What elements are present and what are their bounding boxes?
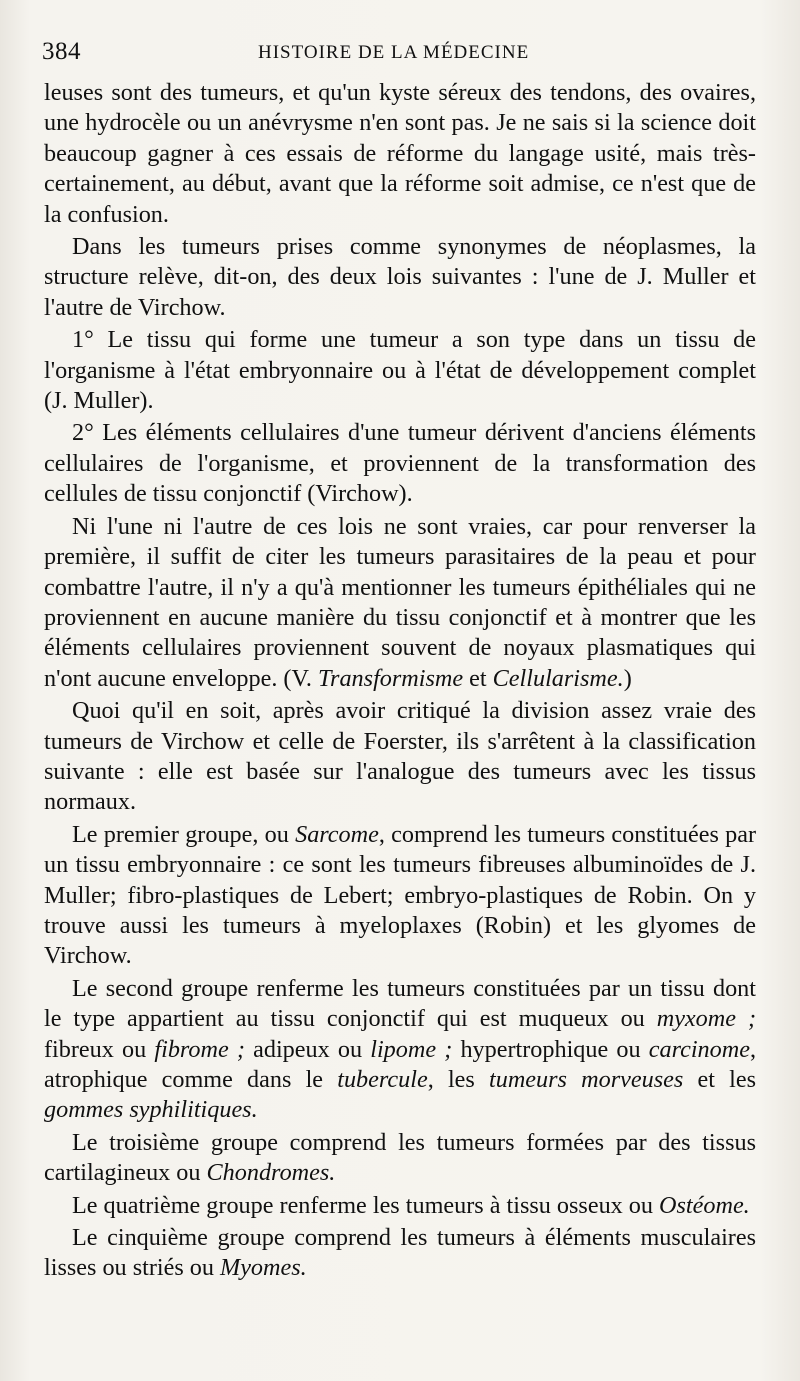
- paragraph: [44, 418, 756, 509]
- paragraph: [44, 820, 756, 972]
- text-run: leuses sont des tumeurs, et qu'un kyste séreux des tendons, des ovaires, une hydrocèle ou un anévrysme n'en sont pas. Je ne sais si la science doit beaucoup gagner à ces essais de réforme du langage usité, mais très-certainement, au début, avant que la réforme soit admise, ce n'est que de la confusion.: [44, 79, 756, 228]
- italic-term: fibrome ;: [154, 1035, 245, 1063]
- text-run: adipeux ou: [244, 1035, 371, 1063]
- text-run: Le premier groupe, ou: [72, 820, 296, 848]
- paragraph: [44, 78, 756, 230]
- page-number: 384: [42, 38, 81, 65]
- running-title: HISTOIRE DE LA MÉDECINE: [258, 42, 530, 63]
- italic-term: tubercule: [337, 1066, 428, 1093]
- paragraph: [44, 512, 756, 694]
- italic-term: Ostéome.: [659, 1191, 750, 1219]
- text-run: fibreux ou: [44, 1035, 155, 1063]
- paragraph: [44, 1128, 756, 1189]
- text-run: Le quatrième groupe renferme les tumeurs à tissu osseux ou: [72, 1191, 660, 1219]
- text-run: Le second groupe renferme les tumeurs constituées par un tissu dont le type appartient au tissu conjonctif qui est muqueux ou: [44, 974, 756, 1033]
- text-run: , comprend les tumeurs constituées par un tissu embryonnaire : ce sont les tumeurs fibreuses albuminoïdes de J. Muller; fibro-plastiques de Lebert; embryo-plastiques de Robin. On y trouve aussi les tumeurs à myeloplaxes (Robin) et les glyomes de Virchow.: [44, 820, 756, 970]
- text-run: ): [623, 664, 632, 692]
- paragraph: [44, 974, 756, 1126]
- text-run: Quoi qu'il en soit, après avoir critiqué la division assez vraie des tumeurs de Virchow et celle de Foerster, ils s'arrêtent à la classification suivante : elle est basée sur l'analogue des tumeurs avec les tissus normaux.: [44, 697, 756, 816]
- text-run: 1° Le tissu qui forme une tumeur a son type dans un tissu de l'organisme à l'état embryonnaire ou à l'état de développement complet (J. Muller).: [44, 326, 756, 415]
- text-run: Le cinquième groupe comprend les tumeurs à éléments musculaires lisses ou striés ou: [44, 1224, 756, 1282]
- paragraph: [44, 1223, 756, 1284]
- text-run: et: [463, 664, 493, 692]
- italic-term: tumeurs morveuses: [489, 1066, 684, 1093]
- italic-term: Sarcome: [295, 820, 379, 848]
- page-header: [42, 38, 758, 68]
- text-run: , atrophique comme dans le: [44, 1035, 756, 1093]
- text-run: et les: [683, 1066, 756, 1093]
- body-text: [44, 78, 756, 1284]
- italic-term: myxome ;: [656, 1005, 756, 1033]
- text-run: Ni l'une ni l'autre de ces lois ne sont vraies, car pour renverser la première, il suffit de citer les tumeurs parasitaires de la peau et pour combattre l'autre, il n'y a qu'à mentionner les tumeurs épithéliales qui ne proviennent en aucune manière du tissu conjonctif et à montrer que les éléments cellulaires proviennent souvent de noyaux plasmatiques qui n'ont aucune enveloppe. (V.: [44, 512, 756, 692]
- text-run: Dans les tumeurs prises comme synonymes de néoplasmes, la structure relève, dit-on, des deux lois suivantes : l'une de J. Muller et l'autre de Virchow.: [44, 233, 756, 321]
- italic-term: Myomes.: [220, 1254, 307, 1282]
- paragraph: [44, 325, 756, 416]
- paragraph: [44, 696, 756, 818]
- paragraph: [44, 232, 756, 323]
- text-run: 2° Les éléments cellulaires d'une tumeur dérivent d'anciens éléments cellulaires de l'organisme, et proviennent de la transformation des cellules de tissu conjonctif (Virchow).: [44, 419, 756, 508]
- italic-term: carcinome: [648, 1035, 750, 1063]
- italic-term: lipome ;: [370, 1035, 453, 1063]
- text-run: , les: [427, 1066, 490, 1093]
- italic-term: gommes syphilitiques.: [44, 1096, 258, 1124]
- text-run: Le troisième groupe comprend les tumeurs formées par des tissus cartilagineux ou: [44, 1128, 756, 1187]
- italic-term: Transformisme: [317, 664, 464, 692]
- italic-term: Cellularisme.: [492, 664, 624, 692]
- paragraph: [44, 1191, 756, 1221]
- text-run: hypertrophique ou: [452, 1035, 649, 1063]
- italic-term: Chondromes.: [206, 1159, 336, 1187]
